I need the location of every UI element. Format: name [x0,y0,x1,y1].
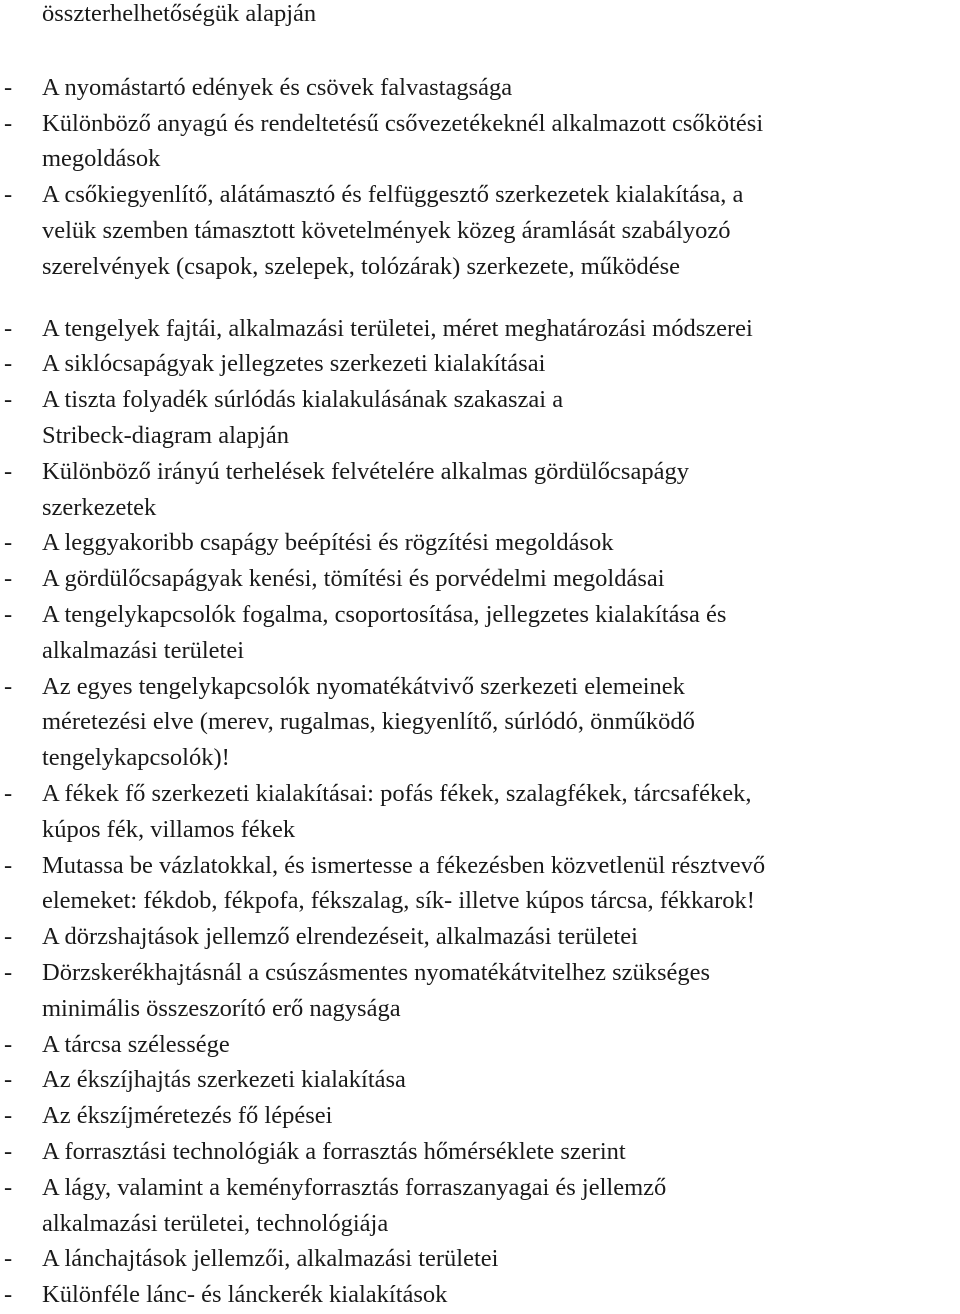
list-item [0,1241,960,1277]
list-item-line [0,346,960,382]
list-item [0,525,960,561]
list-item-line [0,1206,960,1242]
bullet-dash: - [4,565,13,593]
bullet-dash: - [4,1030,13,1058]
bullet-dash: - [4,529,13,557]
list-item [0,1277,960,1313]
list-item-text: A fékek fő szerkezeti kialakításai: pofás fékek, szalagfékek, tárcsafékek, [42,779,752,807]
list-item-text: elemeket: fékdob, fékpofa, fékszalag, sík- illetve kúpos tárcsa, fékkarok! [42,887,755,915]
list-item-text: minimális összeszorító erő nagysága [42,994,401,1022]
list-item-text: A tengelykapcsolók fogalma, csoportosítása, jellegzetes kialakítása és [42,600,727,628]
list-item-text: A lágy, valamint a keményforrasztás forraszanyagai és jellemző [42,1173,667,1201]
list-item-text: A leggyakoribb csapágy beépítési és rögzítési megoldások [42,529,614,557]
list-item-text: A csőkiegyenlítő, alátámasztó és felfüggesztő szerkezetek kialakítása, a [42,181,744,209]
list-item-line [0,141,960,177]
list-item-text: Az egyes tengelykapcsolók nyomatékátvivő szerkezeti elemeinek [42,672,685,700]
bullet-dash: - [4,851,13,879]
list-item-line [0,1241,960,1277]
list-item [0,1170,960,1242]
list-item-text: A forrasztási technológiák a forrasztás hőmérséklete szerint [42,1137,626,1165]
bullet-dash: - [4,1245,13,1273]
bullet-dash: - [4,1281,13,1309]
list-item-line [0,740,960,776]
list-item-line [0,454,960,490]
list-item-text: szerelvények (csapok, szelepek, tolózárak) szerkezete, működése [42,252,681,280]
list-item [0,382,960,454]
list-item [0,1027,960,1063]
list-item-text: Mutassa be vázlatokkal, és ismertesse a fékezésben közvetlenül résztvevő [42,851,766,879]
list-item-line [0,597,960,633]
bullet-dash: - [4,1066,13,1094]
list-item-line [0,848,960,884]
list-item [0,311,960,347]
bullet-dash: - [4,672,13,700]
topic-list-2 [0,311,960,1313]
bullet-dash: - [4,350,13,378]
list-item [0,177,960,284]
bullet-dash: - [4,386,13,414]
list-item [0,1098,960,1134]
list-item-line [0,955,960,991]
list-item [0,955,960,1027]
list-item-text: Stribeck-diagram alapján [42,421,289,449]
list-item-text: Dörzskerékhajtásnál a csúszásmentes nyomatékátvitelhez szükséges [42,958,711,986]
bullet-dash: - [4,1102,13,1130]
list-item [0,454,960,526]
list-item-line [0,1062,960,1098]
list-item [0,346,960,382]
list-item-text: alkalmazási területei [42,636,245,664]
bullet-dash: - [4,457,13,485]
list-item-line [0,70,960,106]
list-item [0,776,960,848]
list-item-line [0,812,960,848]
list-item [0,597,960,669]
bullet-dash: - [4,958,13,986]
topic-list-1 [0,70,960,285]
list-item-line [0,490,960,526]
intro-text: összterhelhetőségük alapján [42,0,317,27]
list-item-line [0,249,960,285]
list-item-text: A nyomástartó edények és csövek falvastagsága [42,73,513,101]
list-item-text: A dörzshajtások jellemző elrendezéseit, alkalmazási területei [42,923,638,951]
list-item-line [0,883,960,919]
list-item-line [0,1277,960,1313]
list-item-text: kúpos fék, villamos fékek [42,815,296,843]
spacer [0,285,960,311]
list-item-text: Különféle lánc- és lánckerék kialakítások [42,1281,448,1309]
list-item-line [0,991,960,1027]
list-item [0,1134,960,1170]
list-item-line [0,669,960,705]
list-item-line [0,1134,960,1170]
list-item-text: A tengelyek fajtái, alkalmazási területei, méret meghatározási módszerei [42,314,753,342]
list-item-line [0,561,960,597]
list-item-text: megoldások [42,145,161,173]
list-item-text: tengelykapcsolók)! [42,744,230,772]
list-item [0,669,960,776]
list-item-line [0,213,960,249]
list-item [0,1062,960,1098]
list-item [0,919,960,955]
bullet-dash: - [4,1137,13,1165]
intro-line [0,0,960,32]
list-item-text: A tárcsa szélessége [42,1030,230,1058]
list-item-text: Különböző irányú terhelések felvételére alkalmas gördülőcsapágy [42,457,689,485]
list-item-text: alkalmazási területei, technológiája [42,1209,389,1237]
list-item-text: velük szemben támasztott követelmények közeg áramlását szabályozó [42,216,731,244]
bullet-dash: - [4,779,13,807]
bullet-dash: - [4,181,13,209]
list-item-text: Különböző anyagú és rendeltetésű csővezetékeknél alkalmazott csőkötési [42,109,764,137]
list-item-line [0,106,960,142]
list-item [0,70,960,106]
list-item-line [0,525,960,561]
list-item [0,106,960,178]
bullet-dash: - [4,109,13,137]
list-item-line [0,704,960,740]
list-item-line [0,418,960,454]
list-item-text: A siklócsapágyak jellegzetes szerkezeti kialakításai [42,350,546,378]
list-item-text: A lánchajtások jellemzői, alkalmazási területei [42,1245,499,1273]
list-item-text: Az ékszíjméretezés fő lépései [42,1102,333,1130]
list-item-line [0,1027,960,1063]
bullet-dash: - [4,923,13,951]
list-item-text: szerkezetek [42,493,157,521]
list-item-text: méretezési elve (merev, rugalmas, kiegyenlítő, súrlódó, önműködő [42,708,695,736]
list-item-line [0,776,960,812]
list-item [0,848,960,920]
list-item-line [0,633,960,669]
list-item-text: A gördülőcsapágyak kenési, tömítési és porvédelmi megoldásai [42,565,665,593]
spacer [0,32,960,70]
list-item [0,561,960,597]
bullet-dash: - [4,73,13,101]
list-item-text: Az ékszíjhajtás szerkezeti kialakítása [42,1066,406,1094]
list-item-line [0,177,960,213]
bullet-dash: - [4,1173,13,1201]
list-item-line [0,311,960,347]
bullet-dash: - [4,600,13,628]
list-item-line [0,1170,960,1206]
bullet-dash: - [4,314,13,342]
list-item-text: A tiszta folyadék súrlódás kialakulásának szakaszai a [42,386,564,414]
list-item-line [0,1098,960,1134]
list-item-line [0,382,960,418]
list-item-line [0,919,960,955]
